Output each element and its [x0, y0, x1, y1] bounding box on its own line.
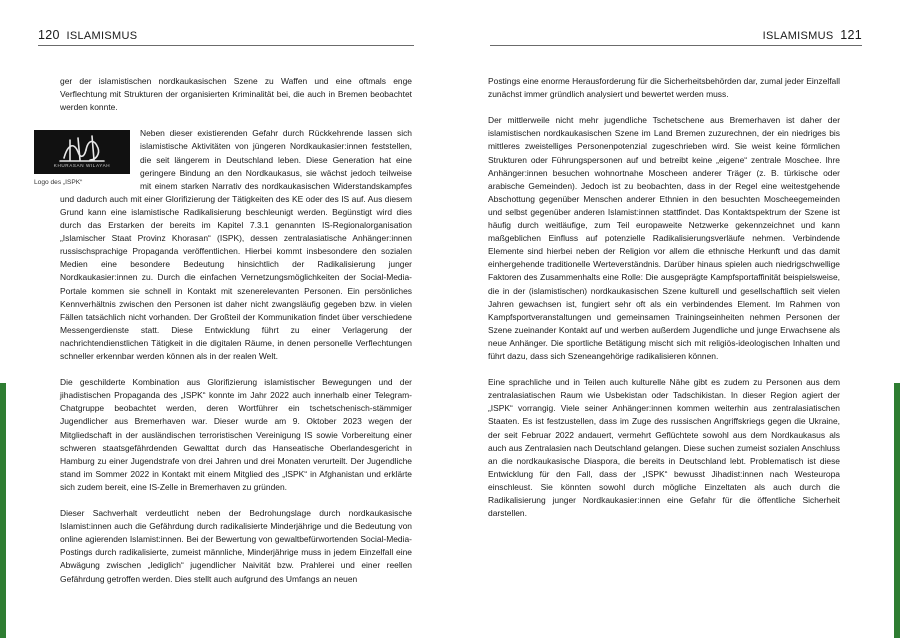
- right-page-number: 121: [840, 28, 862, 42]
- left-header-rule: [38, 45, 414, 46]
- left-edge-marker: [0, 383, 6, 638]
- left-page-number: 120: [38, 28, 60, 42]
- left-section-title: ISLAMISMUS: [66, 30, 138, 42]
- right-paragraph-2: Der mittlerweile nicht mehr jugendliche Tschetschene aus Bremerhaven ist daher der islamistischen nordkaukasischen Szene im Land Bremen zuzurechnen, der ein niedriges bis mittleres zweistelliges Personenpotenzial zugeschrieben wird. Sie weist keine förmlichen Strukturen oder Führungspersonen auf und betreibt keine „eigene“ zentrale Moschee. Ihre Anhänger:innen besuchen wohnortnahe Moscheen anderer Träger (z. B. türkische oder arabische Gemeinden). Jedoch ist zu beobachten, dass in der Regel eine weitestgehende Abschottung gegenüber Menschen anderer Ethnien in den besuchten Moscheegemeinden und selbst gegenüber anderen Islamist:innen stattfindet. Das Kontaktspektrum der Szene ist häufig durch weitläufige, zum Teil europaweite Netzwerke gekennzeichnet und kann maßgeblichen Einfluss auf potenzielle Radikalisierungsverläufe nehmen. Verbindende Elemente sind hierbei neben der Religion vor allem die ethnische Herkunft und das damit einhergehende traditionelle Werteverständnis. Darüber hinaus spielen auch niedrigschwellige Faktoren des Zusammenhalts eine Rolle: Die ausgeprägte Kampfsportaffinität beispielsweise, die in der (islamistischen) nordkaukasischen Szene kulturell und gesellschaftlich seit vielen Jahren gewachsen ist, fungiert sehr oft als ein verbindendes Element. Im Rahmen von Kampfsportveranstaltungen und gemeinsamen Trainingseinheiten nehmen Personen der Szene zueinander Kontakt auf und werben außerdem Jugendliche und junge Erwachsene als neue Anhänger. Die sportliche Betätigung mischt sich mit religiös-ideologischen Inhalten und führt dazu, dass sich Szeneangehörige radikalisieren können.: [488, 115, 840, 361]
- left-text-column: [34, 75, 412, 586]
- logo-lettering: KHURASAN WILAYAH: [53, 163, 111, 169]
- right-paragraph-1: Postings eine enorme Herausforderung für die Sicherheitsbehörden dar, zumal jeder Einzelfall zunächst immer gründlich analysiert und bewertet werden muss.: [488, 76, 840, 100]
- ispk-logo-image: [34, 130, 130, 174]
- right-running-head: [763, 28, 862, 42]
- right-section-title: ISLAMISMUS: [762, 30, 834, 42]
- right-text-column: [488, 75, 840, 520]
- left-paragraph-2-text: Neben dieser existierenden Gefahr durch Rückkehrende lassen sich islamistische Aktivitäten von jüngeren Nordkaukasier:innen feststellen, die seit längerem in Deutschland leben. Diese Generation hat eine geringere Bindung an den Nordkaukasus, sie wächst jedoch teilweise mit einem starken Narrativ des nordkaukasischen Widerstandskampfes und dadurch auch mit einer Glorifizierung der Tätigkeiten des KE oder des IS auf. Aus diesem Grund kann eine islamistische Radikalisierung beschleunigt werden. Begünstigt wird dies durch das Erstarken der bereits im Kapitel 7.3.1 genannten IS-Regionalorganisation „Islamischer Staat Provinz Khorasan“ (ISPK), dessen zentralasiatische Anhänger:innen russischsprachige Propaganda veröffentlichen. Hierbei kommt insbesondere den sozialen Medien eine besondere Bedeutung hinsichtlich der Radikalisierung junger Nordkaukasier:innen zu. Durch die einfachen Vernetzungsmöglichkeiten der Social-Media-Portale kommen sie schnell in Kontakt mit szenerelevanten Personen. Ein persönliches Kennverhältnis zwischen den Personen ist daher nicht zwangsläufig gegeben bzw. in vielen Fällen tatsächlich nicht vorhanden. Der Großteil der Kommunikation findet über verschiedene Messengerdienste statt. Diese Entwicklung führt zu einer Verlagerung der nachrichtendienstlichen Tätigkeit in die digitalen Räume, in denen personelle Verflechtungen schneller erkennbar werden können als in der realen Welt.: [60, 128, 412, 361]
- left-paragraph-4: Dieser Sachverhalt verdeutlicht neben der Bedrohungslage durch nordkaukasische Islamist:innen auch die Gefährdung durch radikalisierte Minderjährige und die Bedeutung von online agierenden Islamist:innen. Bei der Bewertung von gewaltbefürwortenden Social-Media-Postings durch radikalisierte, zumeist männliche, Minderjährige muss in jedem Einzelfall eine Abwägung zwischen „lediglich“ jugendlicher Naivität bzw. Prahlerei und einer reellen Gefährdung getroffen werden. Dies stellt auch aufgrund des Umfangs an neuen: [60, 508, 412, 584]
- left-running-head: [38, 28, 137, 42]
- left-paragraph-2: [34, 127, 412, 363]
- ispk-logo-figure: [34, 130, 130, 187]
- logo-caption: Logo des „ISPK“: [34, 179, 83, 187]
- right-paragraph-3: Eine sprachliche und in Teilen auch kulturelle Nähe gibt es zudem zu Personen aus dem zentralasiatischen Raum wie Usbekistan oder Tadschikistan. In dieser Region agiert der „ISPK“ vorrangig. Viele seiner Anhänger:innen kommen weiterhin aus zentralasiatischen Staaten. Es ist festzustellen, dass im Zuge des russischen Angriffskriegs gegen die Ukraine, der seit Februar 2022 andauert, vermehrt Geflüchtete sowohl aus dem Nordkaukasus als auch aus Zentralasien nach Deutschland gelangen. Diese suchen zumeist sozialen Anschluss an die nordkaukasische Diaspora, die bereits in Deutschland lebt. Problematisch ist diese Entwicklung für den Fall, dass der „ISPK“ bewusst Jihadist:innen nach Westeuropa einschleust. Sie könnten sowohl durch mögliche Einzeltaten als auch durch die Radikalisierung junger Nordkaukasier:innen eine Gefahr für die öffentliche Sicherheit darstellen.: [488, 377, 840, 519]
- right-page: [450, 0, 900, 638]
- left-paragraph-3: Die geschilderte Kombination aus Glorifizierung islamistischer Bewegungen und der jihadistischen Propaganda des „ISPK“ konnte im Jahr 2022 auch innerhalb einer Telegram-Chatgruppe beobachtet werden, deren Wortführer ein tschetschenisch-stämmiger Jugendlicher aus Bremerhaven war. Dieser wurde am 9. Oktober 2023 wegen der Mitgliedschaft in der ausländischen terroristischen Vereinigung IS sowie Vorbereitung einer schweren staatsgefährdenden Gewalttat durch das Hanseatische Oberlandesgericht in Hamburg zu einer Jugendstrafe von drei Jahren und drei Monaten verurteilt. Der Jugendliche stand im Sommer 2022 in Kontakt mit einem Mitglied des „ISPK“ in Afghanistan und erklärte sich zudem bereit, eine IS-Zelle in Bremerhaven zu gründen.: [60, 377, 412, 492]
- right-header-rule: [490, 45, 862, 46]
- right-edge-marker: [894, 383, 900, 638]
- left-paragraph-1: ger der islamistischen nordkaukasischen Szene zu Waffen und eine oftmals enge Verflechtung mit Strukturen der organisierten Kriminalität bei, die auch in Bremen beobachtet werden konnte.: [60, 76, 412, 113]
